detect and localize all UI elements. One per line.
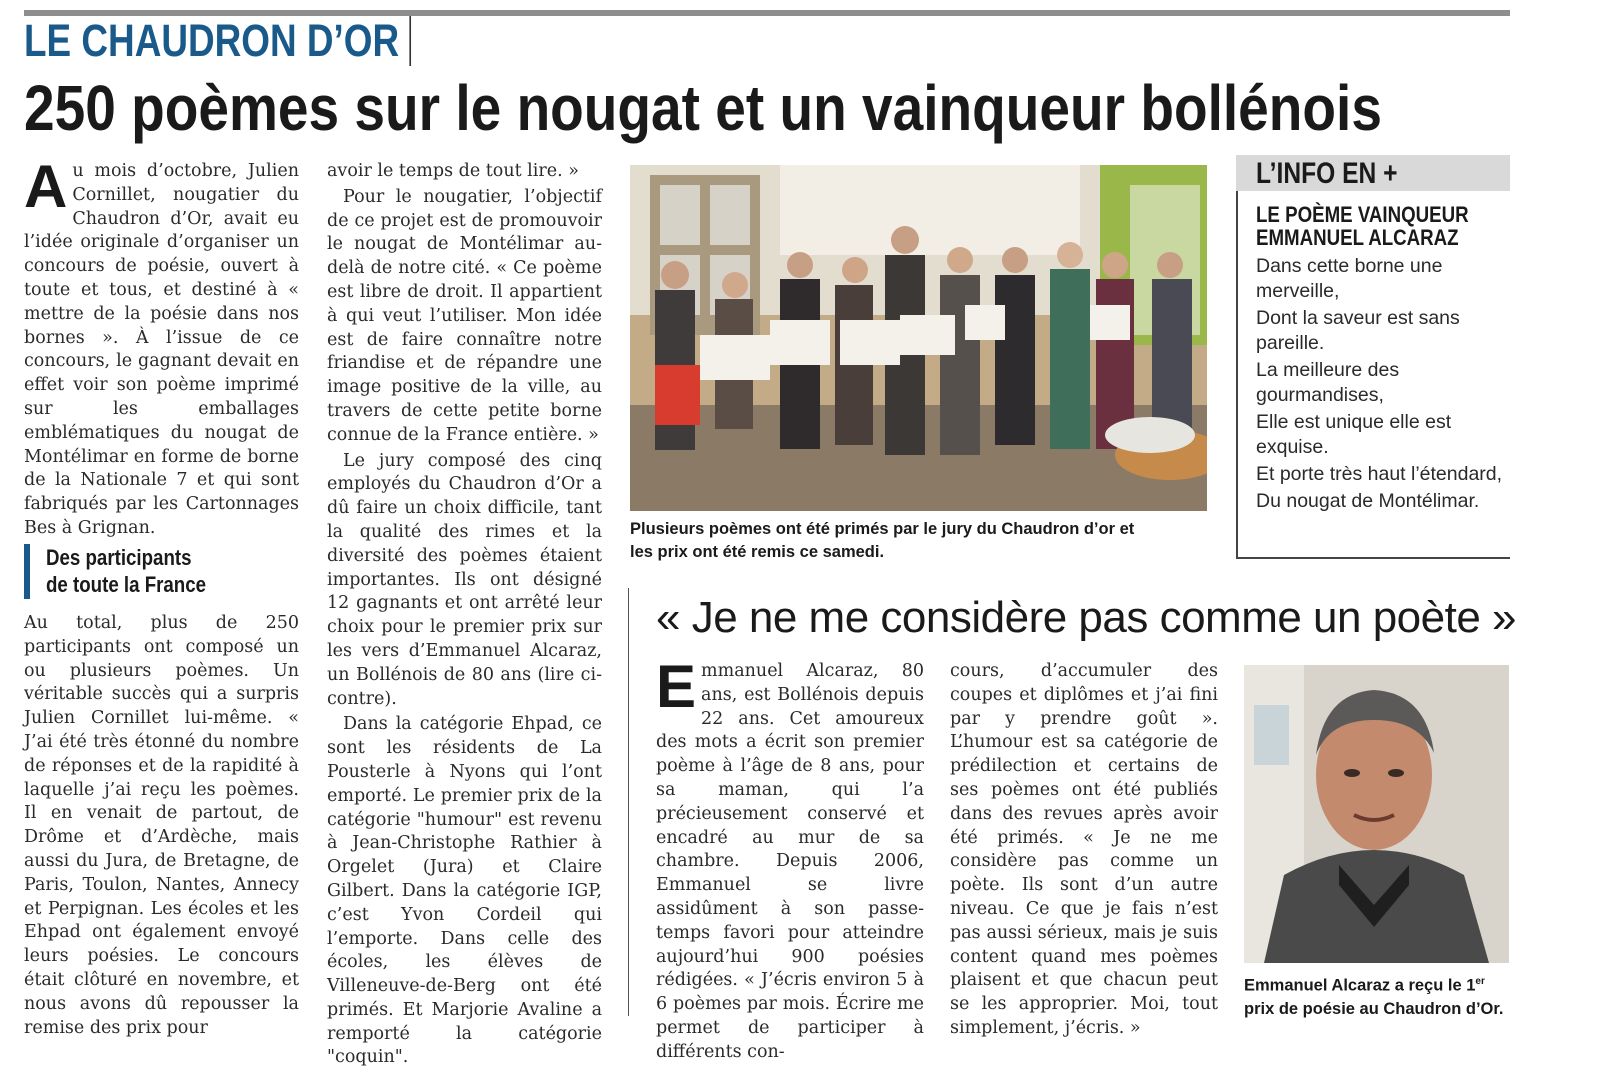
col2-paragraph-3: Le jury composé des cinq employés du Chaudron d’Or a dû faire un choix difficile, tant la qualité des rimes et la diversité des poèmes étaient importantes. Ils ont désigné 12 gagnants et ont arrêté leur choix pour le premier prix sur les vers d’Emmanuel Alcaraz, un Bollénois de 80 ans (lire ci-contre).: [327, 450, 602, 709]
portrait-photo: [1244, 665, 1509, 963]
col2-paragraph-2: Pour le nougatier, l’objectif de ce projet est de promouvoir le nougat de Montélimar au-delà de notre cité. « Ce poème est libre de droit. Il appartient à qui veut l’utiliser. Mon idée est de faire connaître notre friandise et de répandre une image positive de la ville, au travers de cette petite borne connue de la France entière. »: [327, 186, 602, 445]
interview-quote-headline: « Je ne me considère pas comme un poète »: [656, 593, 1517, 642]
subhead-line-1: Des participants: [46, 545, 192, 570]
dropcap-e: E: [656, 653, 697, 720]
article-column-1-bottom: [24, 612, 299, 1042]
section-kicker: LE CHAUDRON D’OR: [24, 16, 411, 66]
intro-paragraph: Au mois d’octobre, Julien Cornillet, nougatier du Chaudron d’Or, avait eu l’idée originale d’organiser un concours de poésie, ouvert à toute et tous, et destiné à « mettre de la poésie dans nos bornes ». À l’issue de ce concours, le gagnant devait en effet voir son poème imprimé sur les emballages emblématiques du nougat de Montélimar en forme de borne de la Nationale 7 et qui sont fabriqués par les Cartonnages Bes à Grignan.: [24, 153, 299, 538]
poem-line: Elle est unique elle est exquise.: [1256, 411, 1452, 458]
plus-icon: +: [1383, 157, 1398, 190]
interview-paragraph-2: cours, d’accumuler des coupes et diplômes et j’ai fini par y prendre goût ». L’humour est sa catégorie de prédilection et certains de ses poèmes ont été publiés dans des revues après avoir été primés. « Je ne me considère pas comme un poète. Ils sont d’un autre niveau. Ce que je fais n’est pas aussi sérieux, mais je suis content quand mes poèmes plaisent et que chacun peut se les approprier. Moi, tout simplement, j’écris. »: [950, 661, 1218, 1038]
interview-paragraph-1: Emmanuel Alcaraz, 80 ans, est Bollénois depuis 22 ans. Cet amoureux des mots a écrit son premier poème à l’âge de 8 ans, pour sa maman, qui l’a précieusement conservé et encadré au mur de sa chambre. Depuis 2006, Emmanuel se livre assidûment à son passe-temps favori pour atteindre aujourd’hui 900 poésies rédigées. « J’écris environ 5 à 6 poèmes par mois. Écrire me permet de participer à différents con-: [656, 653, 924, 1062]
col2-paragraph-4: Dans la catégorie Ehpad, ce sont les résidents de La Pousterle à Nyons qui l’ont emporté. Le premier prix de la catégorie "humour" est revenu à Jean-Christophe Rathier à Orgelet (Jura) et Claire Gilbert. Dans la catégorie IGP, c’est Yvon Cordeil qui l’emporte. Dans celle des écoles, les élèves de Villeneuve-de-Berg ont été primés. Et Marjorie Avaline a remporté la catégorie "coquin".: [327, 714, 602, 1068]
article-column-2: [327, 160, 602, 1072]
subhead-line-2: de toute la France: [46, 572, 207, 597]
page-headline: 250 poèmes sur le nougat et un vainqueur bollénois: [24, 72, 1382, 144]
article-column-1-top: [24, 153, 299, 543]
poem-line: Et porte très haut l’étendard,: [1256, 463, 1503, 485]
superscript-er: er: [1475, 976, 1485, 987]
poem-line: Dont la saveur est sans pareille.: [1256, 307, 1460, 354]
winning-poem-title: LE POÈME VAINQUEUR EMMANUEL ALCARAZ: [1256, 202, 1469, 250]
dropcap-a: A: [24, 153, 68, 220]
info-box-title: L’INFO EN +: [1256, 157, 1398, 190]
article-subhead: [24, 544, 234, 599]
group-photo: [630, 165, 1207, 511]
interview-column-1: [656, 653, 924, 1067]
participants-paragraph: Au total, plus de 250 participants ont composé un ou plusieurs poèmes. Un véritable succès qui a surpris Julien Cornillet lui-même. « J’ai été très étonné du nombre de réponses et de la rapidité à laquelle j’ai reçu les poèmes. Il en venait de partout, de Drôme et d’Ardèche, mais aussi du Jura, de Bretagne, de Paris, Toulon, Nantes, Annecy et Perpignan. Les écoles et les Ehpad ont également envoyé leurs poésies. Le concours était clôturé en novembre, et nous avons dû repousser la remise des prix pour: [24, 613, 299, 1038]
poem-line: La meilleure des gourmandises,: [1256, 359, 1400, 406]
poem-line: Du nougat de Montélimar.: [1256, 490, 1480, 512]
col2-paragraph-1: avoir le temps de tout lire. »: [327, 161, 579, 181]
photo-caption: Plusieurs poèmes ont été primés par le jury du Chaudron d’or et les prix ont été remis ce samedi.: [630, 520, 1135, 561]
interview-column-2: [950, 660, 1218, 1043]
poem-line: Dans cette borne une merveille,: [1256, 255, 1443, 302]
portrait-caption: Emmanuel Alcaraz a reçu le 1er prix de poésie au Chaudron d’Or.: [1244, 976, 1504, 1018]
winning-poem: [1256, 254, 1506, 516]
info-box-header: [1236, 155, 1510, 191]
section-divider: [628, 588, 629, 1016]
